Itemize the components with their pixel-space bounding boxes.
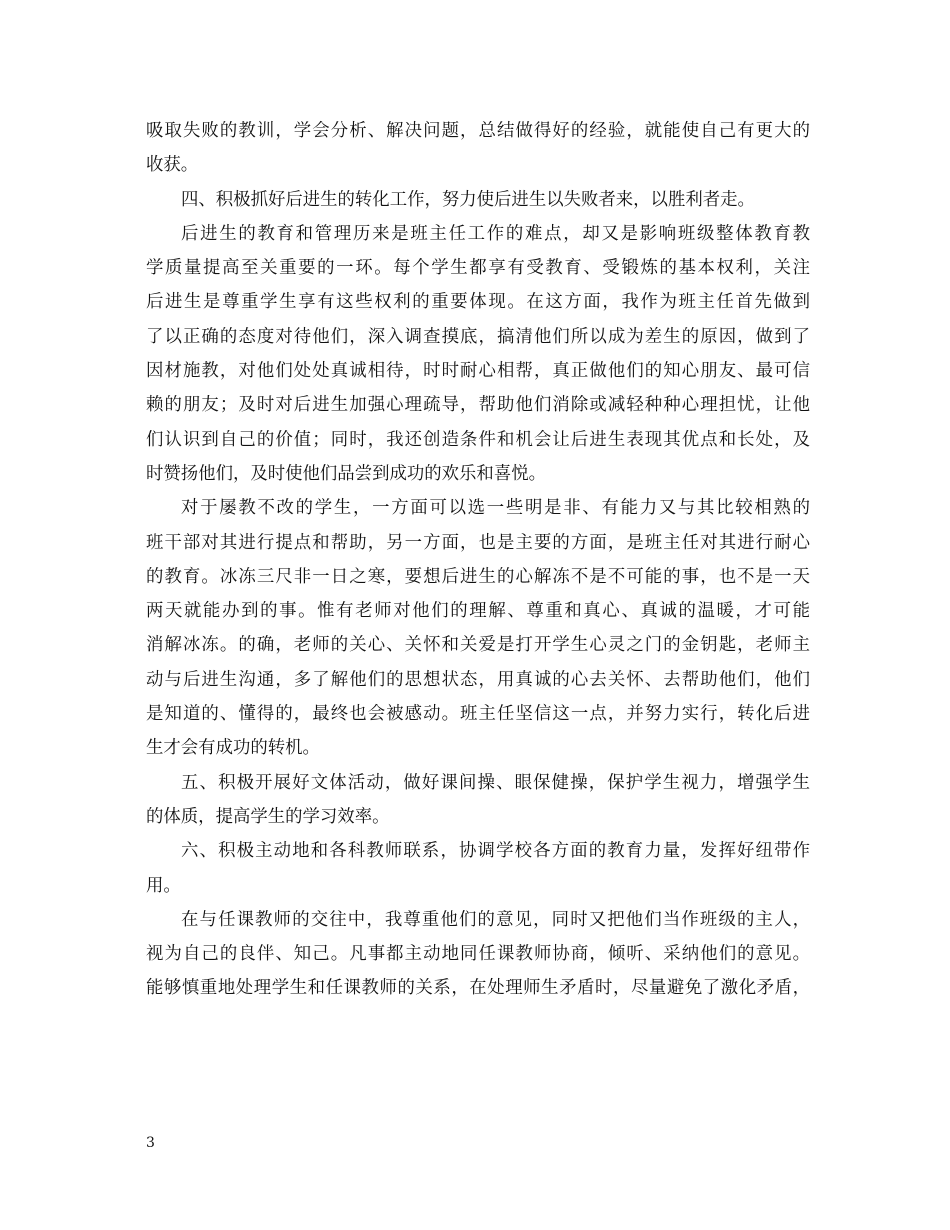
text-line: 视为自己的良伴、知己。凡事都主动地同任课教师协商，倾听、采纳他们的意见。 xyxy=(146,944,810,965)
text-line: 动与后进生沟通，多了解他们的思想状态，用真诚的心去关怀、去帮助他们，他们 xyxy=(146,669,810,690)
text-line: 收获。 xyxy=(146,155,199,176)
text-line: 了以正确的态度对待他们，深入调查摸底，搞清他们所以成为差生的原因，做到了 xyxy=(146,326,810,347)
section-heading: 五、积极开展好文体活动，做好课间操、眼保健操，保护学生视力，增强学生 xyxy=(181,772,810,793)
text-line: 学质量提高至关重要的一环。每个学生都享有受教育、受锻炼的基本权利，关注 xyxy=(146,258,810,279)
section-heading: 六、积极主动地和各科教师联系，协调学校各方面的教育力量，发挥好纽带作 xyxy=(181,841,810,862)
section-heading: 四、积极抓好后进生的转化工作，努力使后进生以失败者来，以胜利者走。 xyxy=(181,189,755,210)
text-line: 们认识到自己的价值；同时，我还创造条件和机会让后进生表现其优点和长处，及 xyxy=(146,429,810,450)
text-line: 消解冰冻。的确，老师的关心、关怀和关爱是打开学生心灵之门的金钥匙，老师主 xyxy=(146,635,810,656)
text-line: 对于屡教不改的学生，一方面可以选一些明是非、有能力又与其比较相熟的 xyxy=(181,498,810,519)
text-line: 是知道的、懂得的，最终也会被感动。班主任坚信这一点，并努力实行，转化后进 xyxy=(146,704,810,725)
text-line: 班干部对其进行提点和帮助，另一方面，也是主要的方面，是班主任对其进行耐心 xyxy=(146,532,810,553)
text-line: 后进生的教育和管理历来是班主任工作的难点，却又是影响班级整体教育教 xyxy=(181,223,810,244)
text-line: 能够慎重地处理学生和任课教师的关系，在处理师生矛盾时，尽量避免了激化矛盾， xyxy=(146,978,810,999)
text-line: 后进生是尊重学生享有这些权利的重要体现。在这方面，我作为班主任首先做到 xyxy=(146,292,810,313)
text-line: 的教育。冰冻三尺非一日之寒，要想后进生的心解冻不是不可能的事，也不是一天 xyxy=(146,566,810,587)
section-heading: 的体质，提高学生的学习效率。 xyxy=(146,806,390,827)
text-line: 两天就能办到的事。惟有老师对他们的理解、尊重和真心、真诚的温暖，才可能 xyxy=(146,601,810,622)
body-text xyxy=(146,114,810,1006)
page-number: 3 xyxy=(146,1135,155,1151)
text-line: 因材施教，对他们处处真诚相待，时时耐心相帮，真正做他们的知心朋友、最可信 xyxy=(146,361,810,382)
section-heading: 用。 xyxy=(146,875,181,896)
text-line: 吸取失败的教训，学会分析、解决问题，总结做得好的经验，就能使自己有更大的 xyxy=(146,121,810,141)
text-line: 在与任课教师的交往中，我尊重他们的意见，同时又把他们当作班级的主人， xyxy=(181,909,810,930)
text-line: 时赞扬他们，及时使他们品尝到成功的欢乐和喜悦。 xyxy=(146,463,546,484)
text-line: 生才会有成功的转机。 xyxy=(146,738,320,759)
text-line: 赖的朋友；及时对后进生加强心理疏导，帮助他们消除或减轻种种心理担忧，让他 xyxy=(146,395,810,416)
